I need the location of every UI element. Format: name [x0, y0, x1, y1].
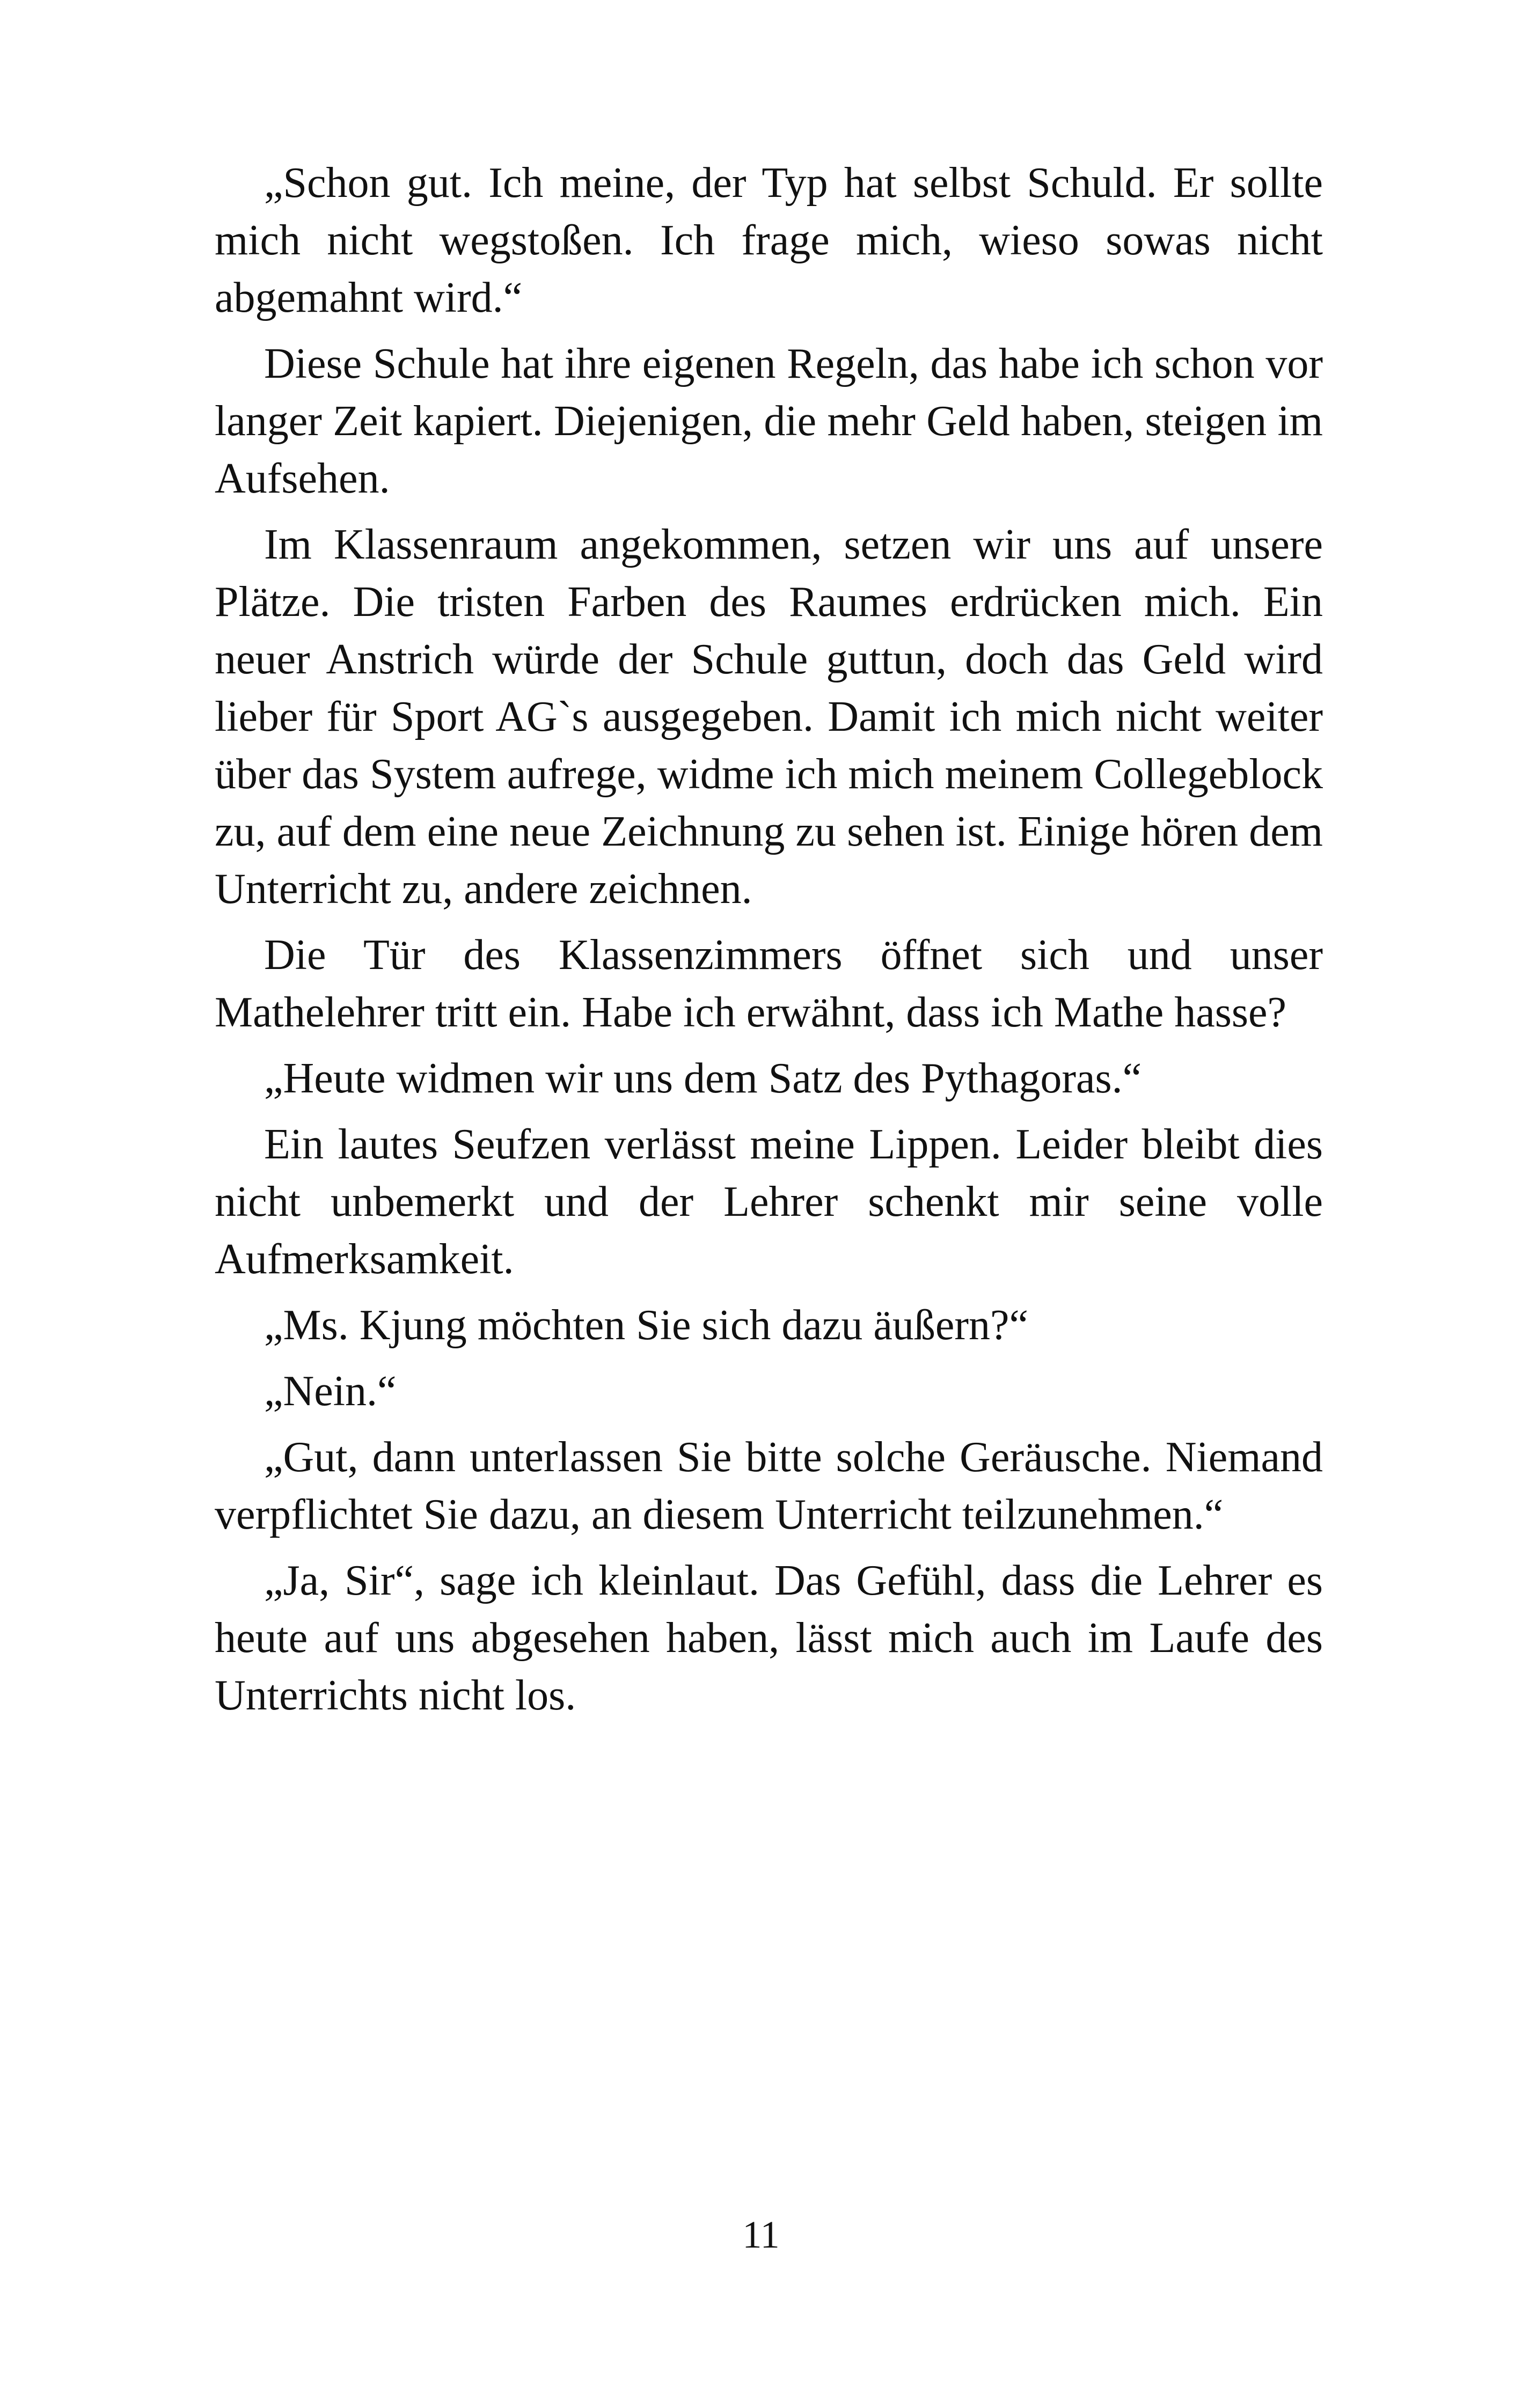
paragraph-5: „Heute widmen wir uns dem Satz des Pythagoras.“ [264, 1055, 1142, 1102]
paragraph-1: „Schon gut. Ich meine, der Typ hat selbst Schuld. Er sollte mich nicht wegstoßen. Ich frage mich, wieso sowas nicht abgemahnt wird.“ [215, 159, 1323, 321]
paragraph-4: Die Tür des Klassenzimmers öffnet sich und unser Mathelehrer tritt ein. Habe ich erwähnt, dass ich Mathe hasse? [215, 931, 1323, 1036]
paragraph-8: „Nein.“ [264, 1368, 397, 1415]
paragraph-9: „Gut, dann unterlassen Sie bitte solche Geräusche. Niemand verpflichtet Sie dazu, an diesem Unterricht teilzunehmen.“ [215, 1434, 1323, 1538]
page-number: 11 [742, 2213, 780, 2256]
body-text [215, 155, 1323, 1733]
paragraph-10: „Ja, Sir“, sage ich kleinlaut. Das Gefühl, dass die Lehrer es heute auf uns abgesehen haben, lässt mich auch im Laufe des Unterrichts nicht los. [215, 1557, 1323, 1719]
paragraph-2: Diese Schule hat ihre eigenen Regeln, das habe ich schon vor langer Zeit kapiert. Diejenigen, die mehr Geld haben, steigen im Aufsehen. [215, 340, 1323, 502]
paragraph-6: Ein lautes Seufzen verlässt meine Lippen. Leider bleibt dies nicht unbemerkt und der Lehrer schenkt mir seine volle Aufmerksamkeit. [215, 1121, 1323, 1283]
paragraph-7: „Ms. Kjung möchten Sie sich dazu äußern?“ [264, 1302, 1029, 1349]
paragraph-3: Im Klassenraum angekommen, setzen wir uns auf unsere Plätze. Die tristen Farben des Raumes erdrücken mich. Ein neuer Anstrich würde der Schule guttun, doch das Geld wird lieber für Sport AG`s ausgegeben. Damit ich mich nicht weiter über das System aufrege, widme ich mich meinem Collegeblock zu, auf dem eine neue Zeichnung zu sehen ist. Einige hören dem Unterricht zu, andere zeichnen. [215, 521, 1323, 913]
